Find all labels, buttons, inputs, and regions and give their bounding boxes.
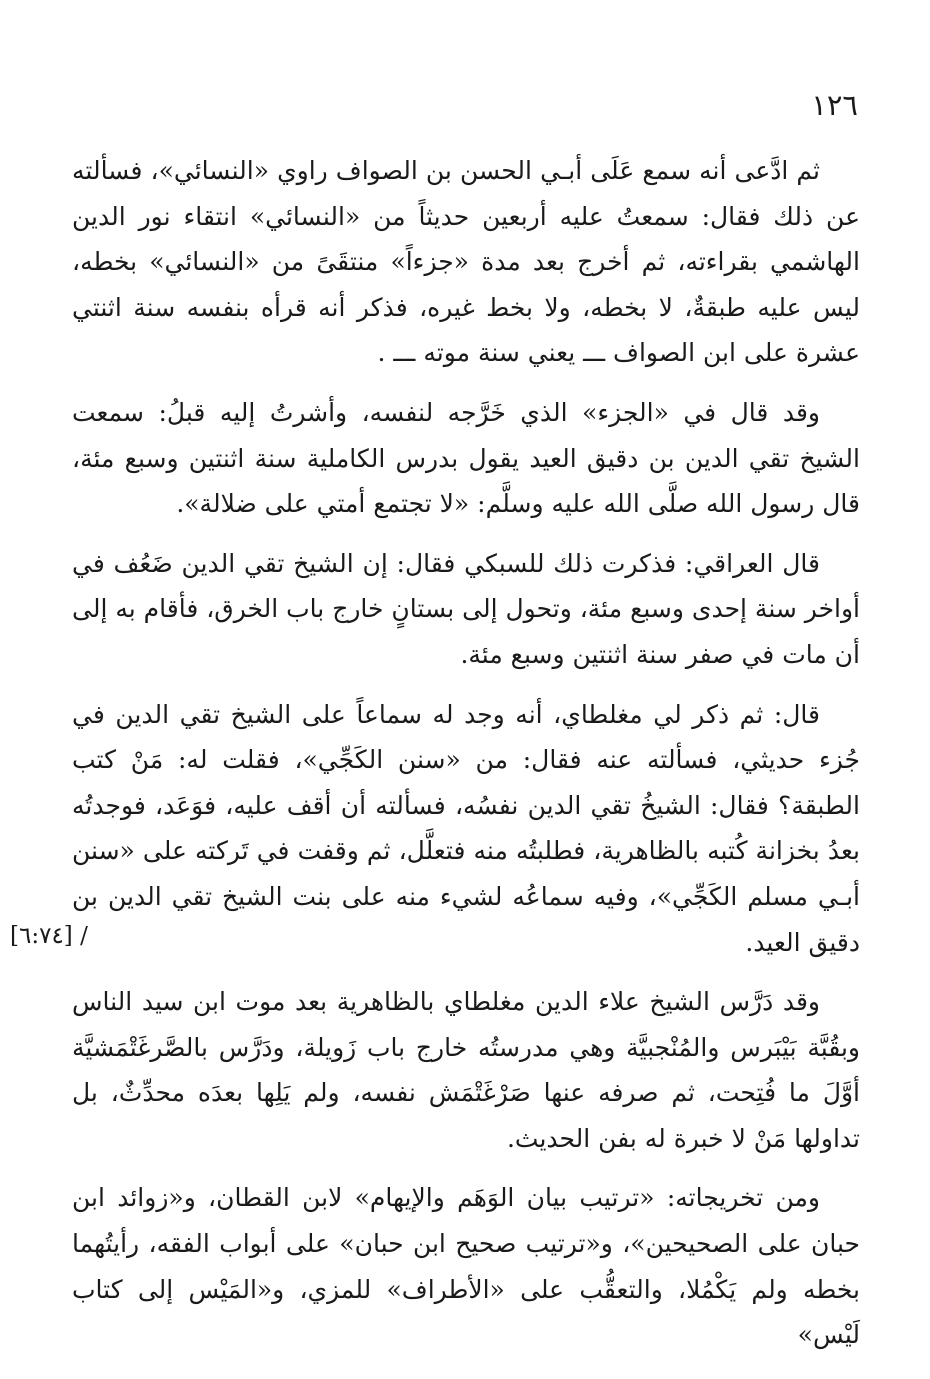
paragraph-3 <box>72 541 860 678</box>
paragraph-text: وقد دَرَّس الشيخ علاء الدين مغلطاي بالظاهرية بعد موت ابن سيد الناس وبقُبَّة بَيْبَرس والمُنْجبيَّة وهي مدرستُه خارج باب زَويلة، ودَرَّس بالصَّرغَتْمَشيَّة أوَّلَ ما فُتِحت، ثم صرفه عنها صَرْغَتْمَش نفسه، ولم يَلِها بعدَه محدِّثٌ، بل تداولها مَنْ لا خبرة له بفن الحديث. <box>72 987 860 1153</box>
paragraph-text: ثم ادَّعى أنه سمع عَلَى أبـي الحسن بن الصواف راوي «النسائي»، فسألته عن ذلك فقال: سمعتُ عليه أربعين حديثاً من «النسائي» انتقاء نور الدين الهاشمي بقراءته، ثم أخرج بعد مدة «جزءاً» منتقَىً من «النسائي» بخطه، ليس عليه طبقةٌ، لا بخطه، ولا بخط غيره، فذكر أنه قرأه بنفسه سنة اثنتي عشرة على ابن الصواف ـــ يعني سنة موته ـــ . <box>72 156 860 368</box>
page-number: ١٢٦ <box>811 88 858 122</box>
paragraph-1 <box>72 148 860 376</box>
margin-reference: [٦:٧٤] / <box>10 922 88 949</box>
paragraph-text: ومن تخريجاته: «ترتيب بيان الوَهَم والإيهام» لابن القطان، و«زوائد ابن حبان على الصحيحين»، و«ترتيب صحيح ابن حبان» على أبواب الفقه، رأيتُهما بخطه ولم يَكْمُلا، والتعقُّب على «الأطراف» للمزي، و«المَيْس إلى كتاب لَيْس» <box>72 1183 860 1350</box>
paragraph-5 <box>72 979 860 1161</box>
paragraph-2 <box>72 390 860 527</box>
paragraph-text: وقد قال في «الجزء» الذي خَرَّجه لنفسه، وأشرتُ إليه قبلُ: سمعت الشيخ تقي الدين بن دقيق العيد يقول بدرس الكاملية سنة اثنتين وسبع مئة، قال رسول الله صلَّى الله عليه وسلَّم: «لا تجتمع أمتي على ضلالة». <box>72 397 860 519</box>
paragraph-text: قال العراقي: فذكرت ذلك للسبكي فقال: إن الشيخ تقي الدين ضَعُف في أواخر سنة إحدى وسبع مئة، وتحول إلى بستانٍ خارج باب الخرق، فأقام به إلى أن مات في صفر سنة اثنتين وسبع مئة. <box>72 548 860 669</box>
body-text <box>10 148 860 1372</box>
paragraph-6 <box>72 1175 860 1357</box>
paragraph-4 <box>10 692 860 966</box>
paragraph-text: قال: ثم ذكر لي مغلطاي، أنه وجد له سماعاً على الشيخ تقي الدين في جُزء حديثي، فسألته عنه فقال: من «سنن الكَجِّي»، فقلت له: مَنْ كتب الطبقة؟ فقال: الشيخُ تقي الدين نفسُه، فسألته أن أقف عليه، فوَعَد، فوجدتُه بعدُ بخزانة كُتبه بالظاهرية، فطلبتُه منه فتعلَّل، ثم وقفت في تَركته على «سنن أبـي مسلم الكَجِّي»، وفيه سماعُه لشيء منه على بنت الشيخ تقي الدين بن دقيق العيد. <box>72 699 860 957</box>
